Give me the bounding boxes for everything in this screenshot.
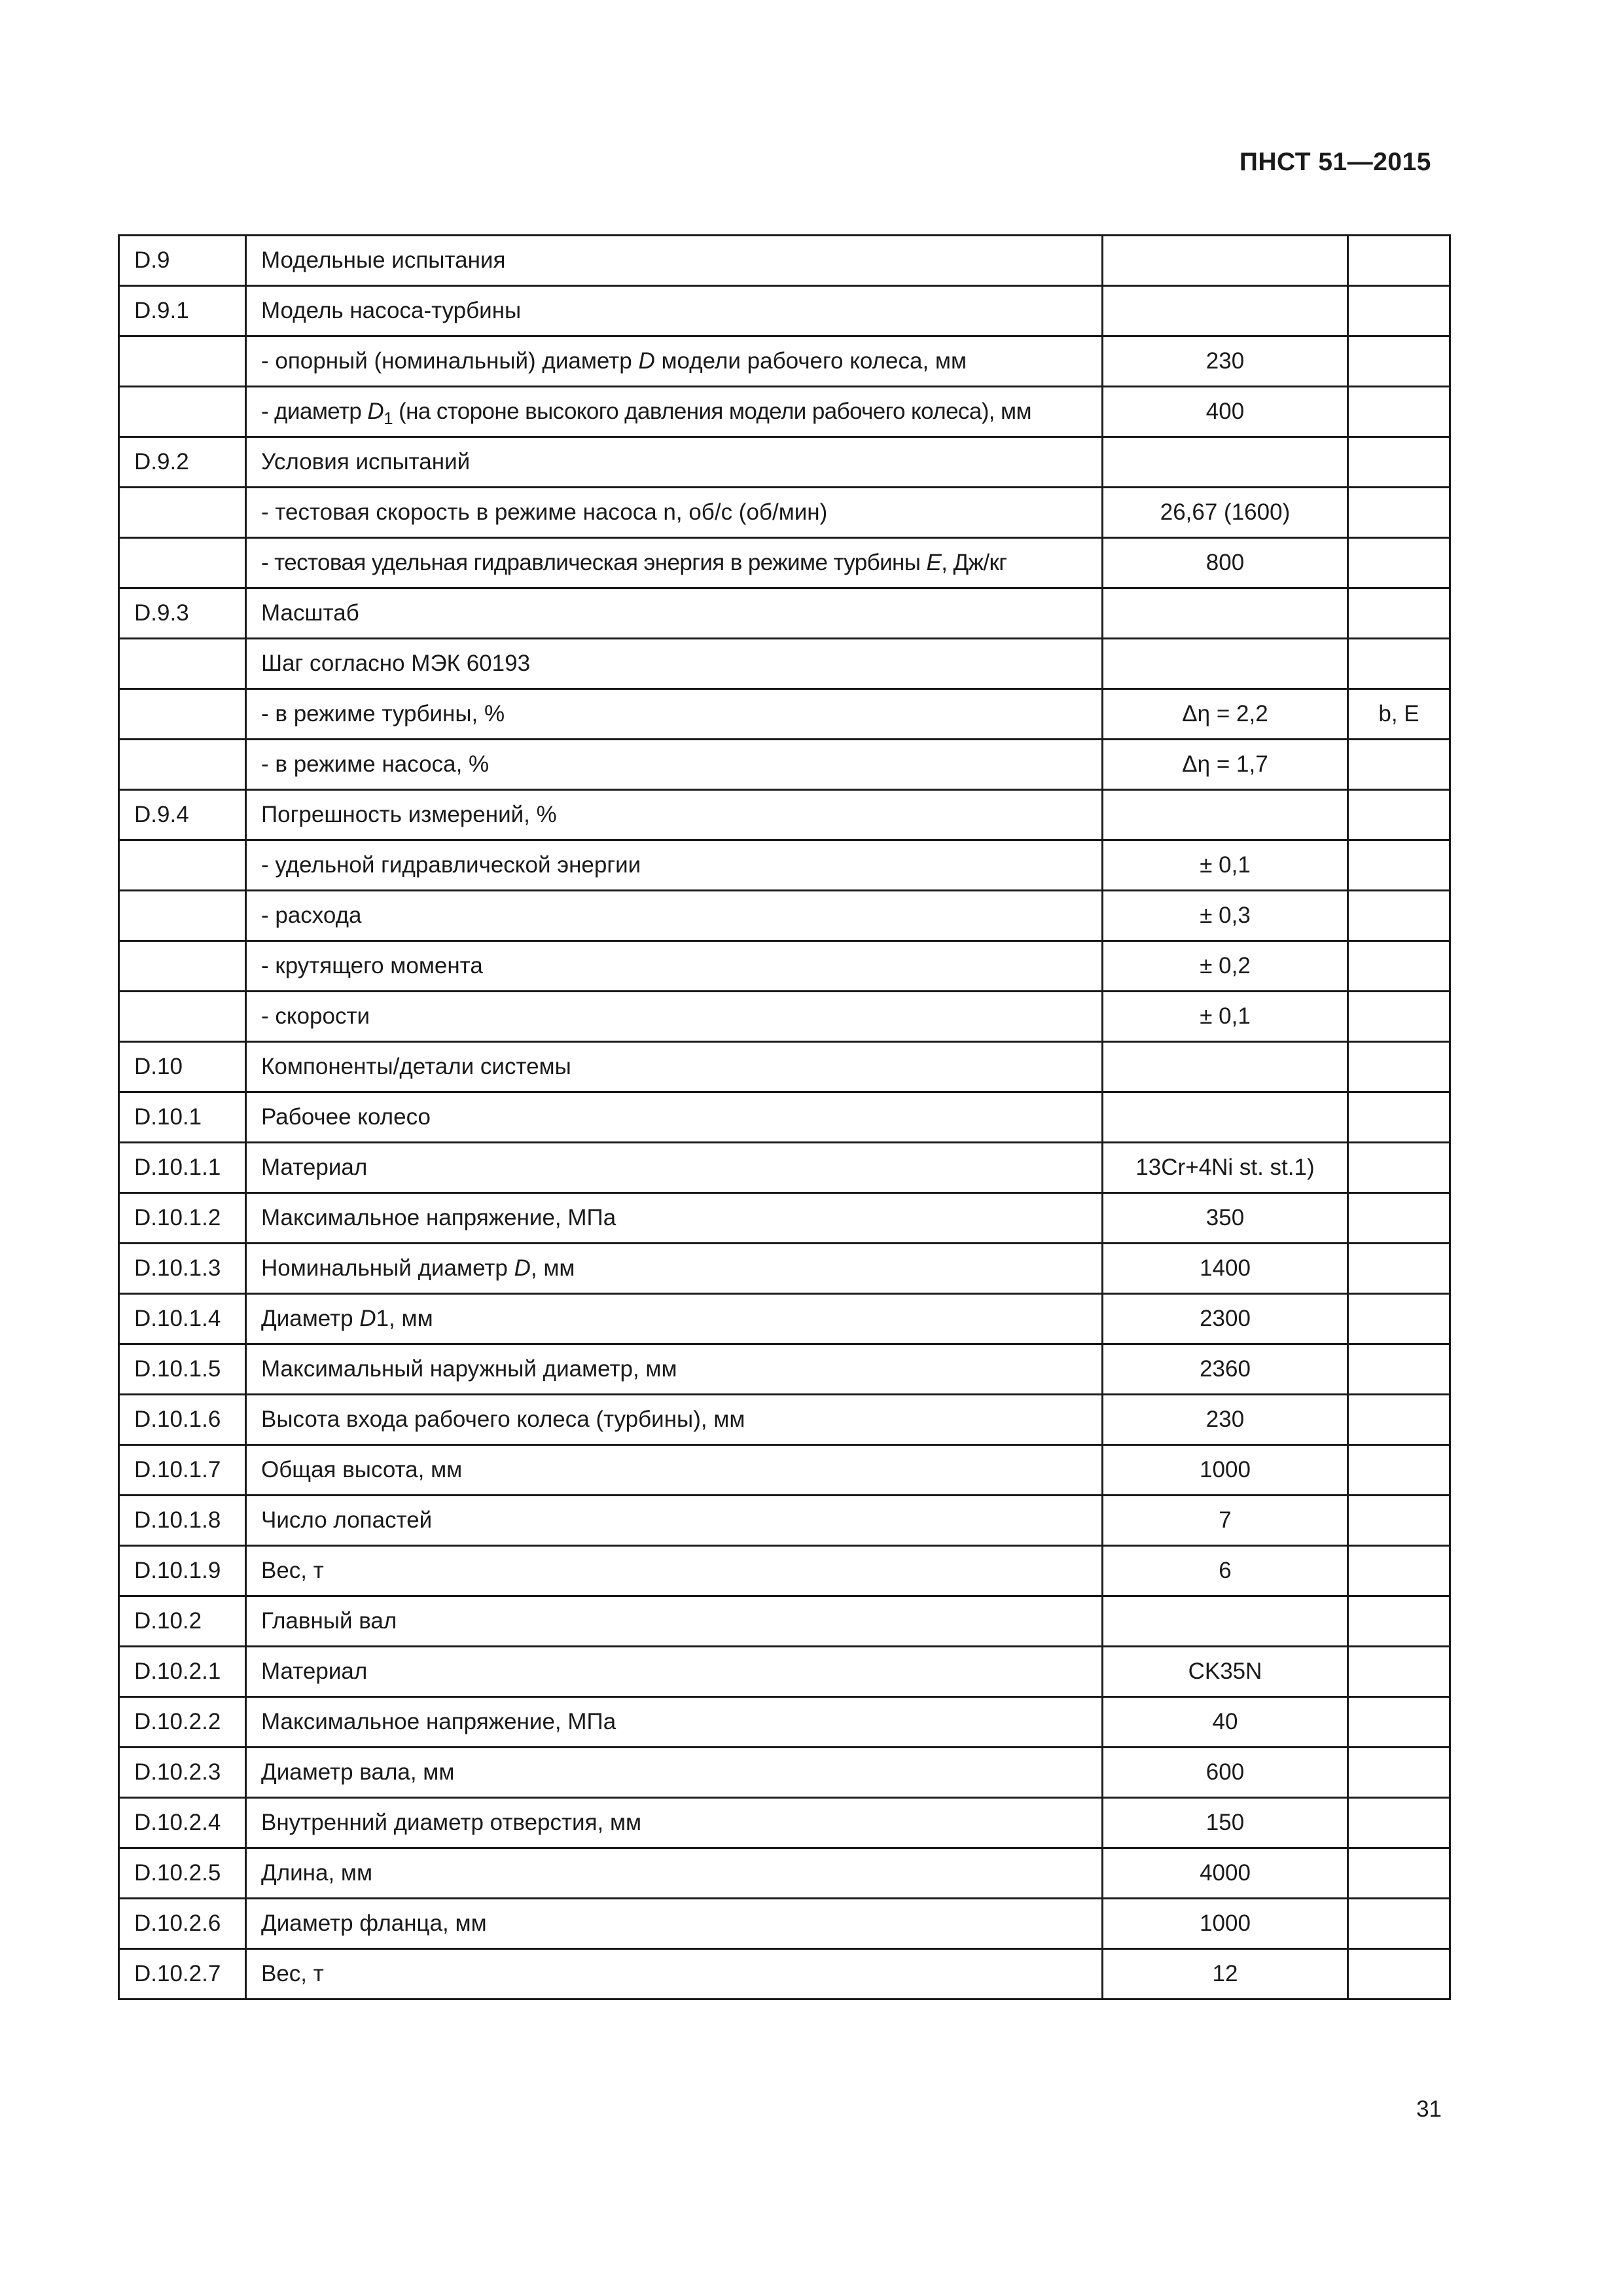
row-note <box>1348 1899 1450 1949</box>
description-text: , мм <box>530 1255 575 1281</box>
row-note <box>1348 740 1450 790</box>
table-row <box>119 1092 1450 1143</box>
table-row <box>119 1294 1450 1344</box>
row-value <box>1103 286 1348 336</box>
row-note <box>1348 1546 1450 1596</box>
row-code <box>119 336 246 387</box>
table-row <box>119 1244 1450 1294</box>
row-code <box>119 639 246 689</box>
table-row <box>119 639 1450 689</box>
table-row <box>119 740 1450 790</box>
row-value: Δη = 1,7 <box>1103 740 1348 790</box>
row-description: - крутящего момента <box>246 941 1103 992</box>
page-number: 31 <box>1416 2096 1442 2122</box>
table-row <box>119 1899 1450 1949</box>
row-note <box>1348 1143 1450 1193</box>
row-note <box>1348 236 1450 286</box>
row-value <box>1103 1092 1348 1143</box>
row-code: D.9.3 <box>119 588 246 639</box>
row-code <box>119 387 246 437</box>
table-row <box>119 1848 1450 1899</box>
table-row <box>119 891 1450 941</box>
row-description: Условия испытаний <box>246 437 1103 488</box>
table-row <box>119 1697 1450 1748</box>
description-text: модели рабочего колеса, мм <box>654 348 967 374</box>
row-value: 230 <box>1103 336 1348 387</box>
row-description: - расхода <box>246 891 1103 941</box>
table-row <box>119 840 1450 891</box>
row-code: D.10.1.9 <box>119 1546 246 1596</box>
row-value: 12 <box>1103 1949 1348 2000</box>
row-note <box>1348 1244 1450 1294</box>
row-description: Максимальное напряжение, МПа <box>246 1193 1103 1244</box>
description-text: - тестовая удельная гидравлическая энергия в режиме турбины <box>261 550 927 575</box>
row-value: ± 0,2 <box>1103 941 1348 992</box>
row-value <box>1103 1042 1348 1092</box>
row-value: 350 <box>1103 1193 1348 1244</box>
row-code: D.10 <box>119 1042 246 1092</box>
description-variable: D <box>359 1306 376 1331</box>
description-text: (на стороне высокого давления модели рабочего колеса), мм <box>392 399 1031 424</box>
row-note <box>1348 1193 1450 1244</box>
description-text: 1, мм <box>376 1306 433 1331</box>
table-row <box>119 1596 1450 1647</box>
row-note <box>1348 1092 1450 1143</box>
row-note <box>1348 1697 1450 1748</box>
table-row <box>119 1647 1450 1697</box>
description-variable: E <box>926 550 942 575</box>
table-row <box>119 286 1450 336</box>
table-row <box>119 941 1450 992</box>
row-description: Модельные испытания <box>246 236 1103 286</box>
row-code: D.10.1.1 <box>119 1143 246 1193</box>
row-description: Масштаб <box>246 588 1103 639</box>
row-note <box>1348 1848 1450 1899</box>
description-text: - опорный (номинальный) диаметр <box>261 348 639 374</box>
row-code: D.9 <box>119 236 246 286</box>
row-note <box>1348 639 1450 689</box>
table-row <box>119 1193 1450 1244</box>
row-description <box>246 1294 1103 1344</box>
row-description: - тестовая скорость в режиме насоса n, об/с (об/мин) <box>246 488 1103 538</box>
row-description: Материал <box>246 1143 1103 1193</box>
row-code <box>119 689 246 740</box>
row-value <box>1103 639 1348 689</box>
row-description: Вес, т <box>246 1546 1103 1596</box>
row-code: D.10.2 <box>119 1596 246 1647</box>
row-description: Модель насоса-турбины <box>246 286 1103 336</box>
row-value: 1400 <box>1103 1244 1348 1294</box>
row-value: Δη = 2,2 <box>1103 689 1348 740</box>
table-row <box>119 790 1450 840</box>
row-code: D.10.2.4 <box>119 1798 246 1848</box>
row-code <box>119 538 246 588</box>
row-value: 1000 <box>1103 1445 1348 1496</box>
row-description <box>246 387 1103 437</box>
row-code <box>119 488 246 538</box>
row-code: D.10.1.3 <box>119 1244 246 1294</box>
table-row <box>119 992 1450 1042</box>
table-row <box>119 588 1450 639</box>
table-row <box>119 1042 1450 1092</box>
description-text: - диаметр <box>261 399 368 424</box>
row-code: D.10.1.7 <box>119 1445 246 1496</box>
row-note <box>1348 1596 1450 1647</box>
table-row <box>119 1546 1450 1596</box>
table-row <box>119 1496 1450 1546</box>
row-value: ± 0,1 <box>1103 840 1348 891</box>
row-value <box>1103 236 1348 286</box>
row-note <box>1348 1042 1450 1092</box>
row-note <box>1348 1344 1450 1395</box>
row-description: - удельной гидравлической энергии <box>246 840 1103 891</box>
row-description: - в режиме насоса, % <box>246 740 1103 790</box>
row-code: D.9.2 <box>119 437 246 488</box>
row-note <box>1348 387 1450 437</box>
row-description: Длина, мм <box>246 1848 1103 1899</box>
row-code <box>119 840 246 891</box>
description-subscript: 1 <box>383 408 393 428</box>
description-text: Диаметр <box>261 1306 360 1331</box>
document-id-header: ПНСТ 51—2015 <box>1239 148 1431 176</box>
row-description: Общая высота, мм <box>246 1445 1103 1496</box>
table-row <box>119 236 1450 286</box>
description-text: , Дж/кг <box>941 550 1007 575</box>
row-note <box>1348 1798 1450 1848</box>
row-note <box>1348 840 1450 891</box>
row-note <box>1348 286 1450 336</box>
table-row <box>119 1748 1450 1798</box>
row-value: CK35N <box>1103 1647 1348 1697</box>
description-text: Номинальный диаметр <box>261 1255 514 1281</box>
row-value: 1000 <box>1103 1899 1348 1949</box>
row-description: Внутренний диаметр отверстия, мм <box>246 1798 1103 1848</box>
description-variable: D <box>638 348 655 374</box>
row-value: 2360 <box>1103 1344 1348 1395</box>
row-description <box>246 538 1103 588</box>
row-note: b, E <box>1348 689 1450 740</box>
table-row <box>119 488 1450 538</box>
row-value <box>1103 790 1348 840</box>
row-value: 26,67 (1600) <box>1103 488 1348 538</box>
row-code: D.10.2.1 <box>119 1647 246 1697</box>
row-description: Шаг согласно МЭК 60193 <box>246 639 1103 689</box>
row-code: D.10.2.6 <box>119 1899 246 1949</box>
row-code <box>119 992 246 1042</box>
row-value: 150 <box>1103 1798 1348 1848</box>
row-value: 7 <box>1103 1496 1348 1546</box>
table-row <box>119 437 1450 488</box>
table-row <box>119 1143 1450 1193</box>
row-note <box>1348 538 1450 588</box>
table-row <box>119 387 1450 437</box>
table-row <box>119 1395 1450 1445</box>
row-description: Главный вал <box>246 1596 1103 1647</box>
row-code <box>119 891 246 941</box>
row-value: 6 <box>1103 1546 1348 1596</box>
row-code: D.10.1.5 <box>119 1344 246 1395</box>
table-row <box>119 1798 1450 1848</box>
row-description: Диаметр вала, мм <box>246 1748 1103 1798</box>
description-variable: D <box>367 399 384 424</box>
row-code: D.10.1.2 <box>119 1193 246 1244</box>
row-note <box>1348 1949 1450 2000</box>
row-description <box>246 1244 1103 1294</box>
row-value: 400 <box>1103 387 1348 437</box>
row-code: D.10.2.3 <box>119 1748 246 1798</box>
row-code: D.10.1.4 <box>119 1294 246 1344</box>
row-code: D.10.2.7 <box>119 1949 246 2000</box>
table-row <box>119 538 1450 588</box>
row-value <box>1103 588 1348 639</box>
row-value: 4000 <box>1103 1848 1348 1899</box>
row-note <box>1348 488 1450 538</box>
row-note <box>1348 790 1450 840</box>
row-note <box>1348 891 1450 941</box>
row-description: Компоненты/детали системы <box>246 1042 1103 1092</box>
row-code <box>119 941 246 992</box>
row-description: Вес, т <box>246 1949 1103 2000</box>
row-value: 600 <box>1103 1748 1348 1798</box>
row-description: Максимальный наружный диаметр, мм <box>246 1344 1103 1395</box>
table-row <box>119 689 1450 740</box>
row-note <box>1348 336 1450 387</box>
row-description: Число лопастей <box>246 1496 1103 1546</box>
row-code: D.10.1.6 <box>119 1395 246 1445</box>
row-value: 13Cr+4Ni st. st.1) <box>1103 1143 1348 1193</box>
row-description: Максимальное напряжение, МПа <box>246 1697 1103 1748</box>
row-code: D.9.1 <box>119 286 246 336</box>
row-value <box>1103 1596 1348 1647</box>
row-note <box>1348 941 1450 992</box>
description-variable: D <box>514 1255 531 1281</box>
row-note <box>1348 1395 1450 1445</box>
table-row <box>119 336 1450 387</box>
row-description: Диаметр фланца, мм <box>246 1899 1103 1949</box>
row-code: D.10.1.8 <box>119 1496 246 1546</box>
row-description: Погрешность измерений, % <box>246 790 1103 840</box>
row-value: ± 0,3 <box>1103 891 1348 941</box>
row-description: Рабочее колесо <box>246 1092 1103 1143</box>
row-description: - в режиме турбины, % <box>246 689 1103 740</box>
row-note <box>1348 1445 1450 1496</box>
row-description: Высота входа рабочего колеса (турбины), мм <box>246 1395 1103 1445</box>
row-code <box>119 740 246 790</box>
row-value: 230 <box>1103 1395 1348 1445</box>
row-code: D.10.2.5 <box>119 1848 246 1899</box>
table-row <box>119 1949 1450 2000</box>
table-row <box>119 1344 1450 1395</box>
row-code: D.10.2.2 <box>119 1697 246 1748</box>
row-description <box>246 336 1103 387</box>
row-value: ± 0,1 <box>1103 992 1348 1042</box>
row-code: D.9.4 <box>119 790 246 840</box>
table-row <box>119 1445 1450 1496</box>
row-note <box>1348 1647 1450 1697</box>
row-note <box>1348 1294 1450 1344</box>
row-value: 2300 <box>1103 1294 1348 1344</box>
row-note <box>1348 1748 1450 1798</box>
row-value: 40 <box>1103 1697 1348 1748</box>
row-value: 800 <box>1103 538 1348 588</box>
row-value <box>1103 437 1348 488</box>
row-note <box>1348 588 1450 639</box>
row-note <box>1348 437 1450 488</box>
row-description: Материал <box>246 1647 1103 1697</box>
row-code: D.10.1 <box>119 1092 246 1143</box>
specification-table-body <box>119 236 1450 2000</box>
row-description: - скорости <box>246 992 1103 1042</box>
specification-table <box>118 234 1451 2000</box>
row-note <box>1348 1496 1450 1546</box>
row-note <box>1348 992 1450 1042</box>
